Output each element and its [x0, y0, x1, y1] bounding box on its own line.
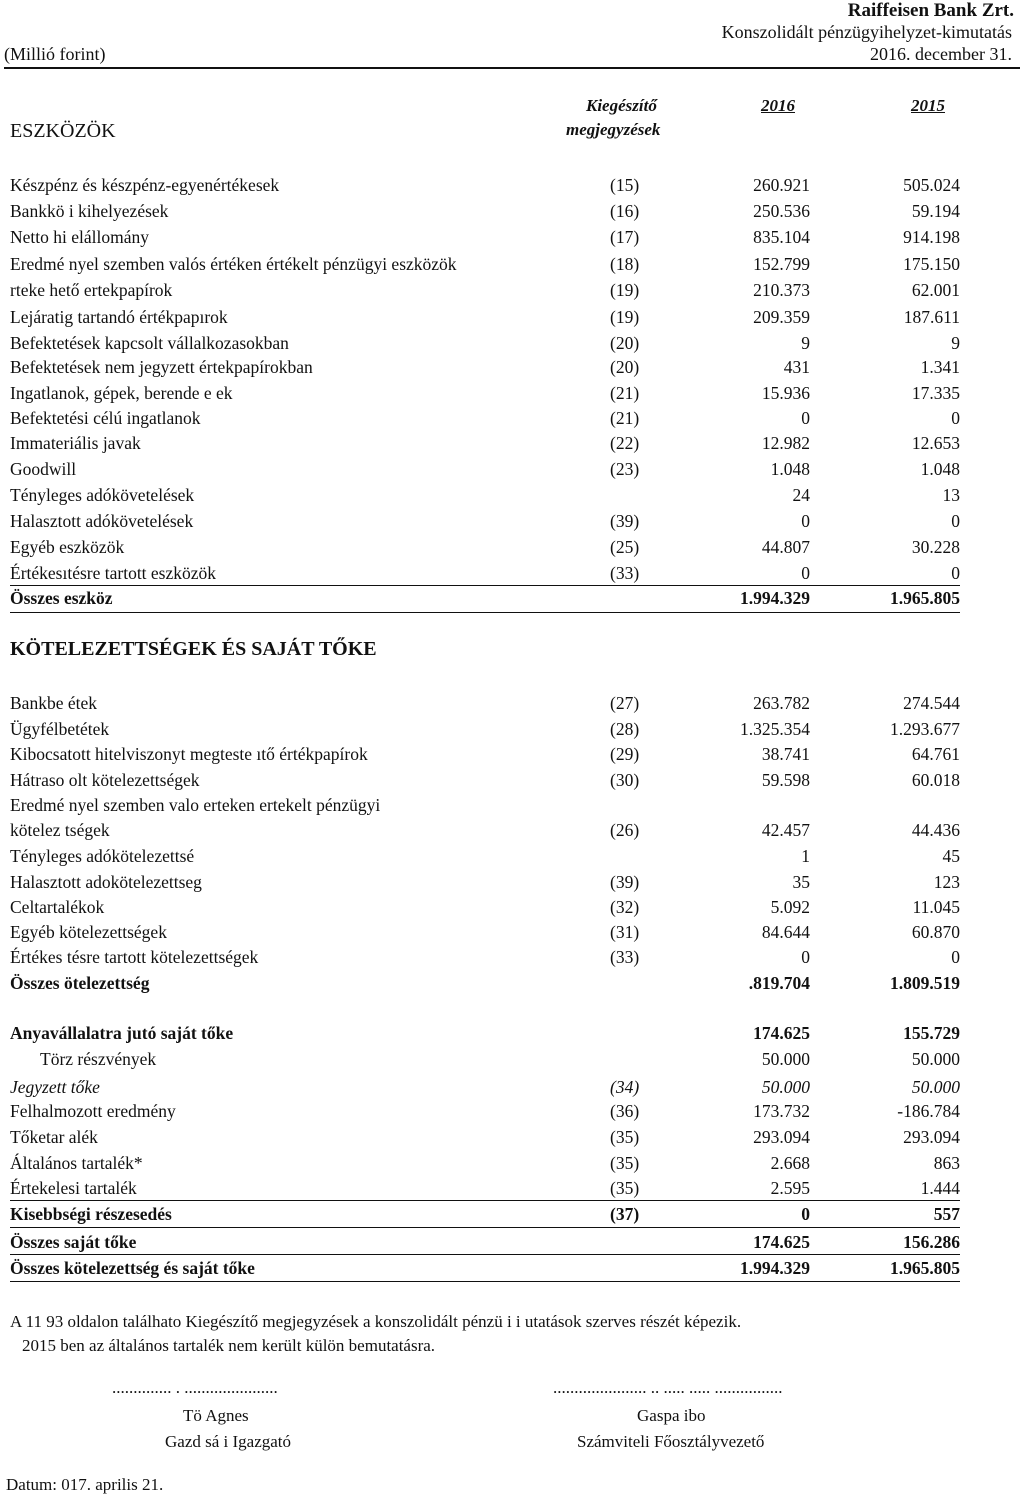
row-value-2016: 42.457 [761, 820, 810, 840]
row-label: Összes ötelezettség [10, 973, 150, 993]
row-label: Bankkö i kihelyezések [10, 201, 169, 221]
row-value-2016: 1.325.354 [740, 719, 810, 739]
row-value-2015: 1.444 [920, 1178, 960, 1198]
row-value-2016: 9 [801, 333, 810, 353]
row-label: Bankbe étek [10, 693, 97, 713]
row-note: (27) [610, 693, 640, 713]
row-value-2015: 0 [951, 408, 960, 428]
row-label: Összes eszköz [10, 588, 113, 608]
row-note: (32) [610, 897, 640, 917]
row-label: Egyéb eszközök [10, 537, 125, 557]
total-rule [10, 585, 960, 586]
row-note: (20) [610, 333, 640, 353]
total-assets-row [10, 588, 960, 614]
row-value-2016: 0 [801, 1204, 810, 1224]
table-row [10, 357, 960, 383]
row-label: Ügyfélbetétek [10, 719, 110, 739]
signature-line-right: ...................... .. ..... ..... ................ [553, 1378, 783, 1397]
row-value-2015: 0 [951, 947, 960, 967]
row-label: Befektetési célú ingatlanok [10, 408, 201, 428]
row-note: (31) [610, 922, 640, 942]
row-value-2016: 0 [801, 511, 810, 531]
row-value-2015: 863 [933, 1153, 960, 1173]
row-value-2015: 59.194 [911, 201, 960, 221]
row-label: Felhalmozott eredmény [10, 1101, 176, 1121]
row-value-2015: 45 [942, 846, 960, 866]
total-underline [10, 612, 960, 613]
row-label: Összes kötelezettség és saját tőke [10, 1258, 255, 1278]
table-row [10, 307, 960, 333]
table-row [10, 280, 960, 306]
row-value-2016: 1 [801, 846, 810, 866]
row-value-2016: 1.994.329 [740, 1258, 810, 1278]
row-value-2015: 50.000 [911, 1049, 960, 1069]
row-value-2016: 24 [792, 485, 810, 505]
row-note: (34) [610, 1077, 640, 1097]
signatory-right-title: Számviteli Főosztályvezető [577, 1432, 765, 1451]
table-row [10, 795, 960, 821]
table-row [10, 1101, 960, 1127]
row-note: (29) [610, 744, 640, 764]
row-note: (35) [610, 1153, 640, 1173]
row-value-2015: 1.965.805 [890, 588, 960, 608]
table-row [10, 511, 960, 537]
row-value-2015: 0 [951, 563, 960, 583]
table-row [10, 693, 960, 719]
row-label: kötelez tségek [10, 820, 110, 840]
row-label: Kisebbségi részesedés [10, 1204, 172, 1224]
row-value-2016: 1.994.329 [740, 588, 810, 608]
row-note: (18) [610, 254, 640, 274]
row-value-2015: 60.870 [911, 922, 960, 942]
row-value-2016: 84.644 [761, 922, 810, 942]
row-value-2016: 12.982 [761, 433, 810, 453]
row-label: rteke hető ertekpapírok [10, 280, 173, 300]
rule [10, 1227, 960, 1228]
row-value-2015: 1.048 [920, 459, 960, 479]
row-value-2015: 1.341 [920, 357, 960, 377]
year-2016-header: 2016 [761, 96, 795, 115]
row-label: Törz részvények [40, 1049, 157, 1069]
date-line: Datum: 017. aprilis 21. [6, 1475, 164, 1494]
row-value-2015: 60.018 [911, 770, 960, 790]
row-value-2016: 174.625 [753, 1232, 810, 1252]
table-row [10, 897, 960, 923]
row-note: (37) [610, 1204, 640, 1224]
row-note: (22) [610, 433, 640, 453]
row-value-2016: 0 [801, 408, 810, 428]
table-row [10, 1127, 960, 1153]
row-note: (17) [610, 227, 640, 247]
row-label: Eredmé nyel szemben valo erteken ertekelt pénzügyi [10, 795, 381, 815]
signature-line-left: .............. . ...................... [112, 1378, 278, 1397]
row-value-2015: 274.544 [903, 693, 960, 713]
row-value-2015: 12.653 [911, 433, 960, 453]
table-row [10, 408, 960, 434]
row-value-2015: 0 [951, 511, 960, 531]
row-value-2015: 44.436 [911, 820, 960, 840]
signatory-right-name: Gaspa ibo [637, 1406, 706, 1425]
table-row [10, 922, 960, 948]
statement-title: Konszolidált pénzügyihelyzet-kimutatás [721, 22, 1012, 42]
year-2015-header: 2015 [911, 96, 945, 115]
liabilities-section-title: KÖTELEZETTSÉGEK ÉS SAJÁT TŐKE [10, 638, 377, 660]
row-note: (20) [610, 357, 640, 377]
row-label: Kibocsatott hitelviszonyt megteste ıtő értékpapírok [10, 744, 368, 764]
header-rule [4, 67, 1020, 69]
table-row [10, 1077, 960, 1103]
row-note: (26) [610, 820, 640, 840]
table-row [10, 1153, 960, 1179]
row-label: Eredmé nyel szemben valós értéken értékelt pénzügyi eszközök [10, 254, 457, 274]
notes-column-header-2: megjegyzések [566, 120, 661, 139]
assets-section-title: ESZKÖZÖK [10, 120, 116, 142]
row-note: (23) [610, 459, 640, 479]
row-label: Halasztott adókövetelések [10, 511, 194, 531]
table-row [10, 201, 960, 227]
row-value-2016: 210.373 [753, 280, 810, 300]
row-value-2016: 173.732 [753, 1101, 810, 1121]
row-value-2016: 152.799 [753, 254, 810, 274]
row-label: Összes saját tőke [10, 1232, 137, 1252]
row-value-2015: 156.286 [903, 1232, 960, 1252]
row-note: (35) [610, 1127, 640, 1147]
row-value-2015: 1.965.805 [890, 1258, 960, 1278]
row-note: (21) [610, 383, 640, 403]
currency-unit: (Millió forint) [4, 44, 106, 64]
row-label: Ingatlanok, gépek, berende e ek [10, 383, 233, 403]
row-value-2016: 260.921 [753, 175, 810, 195]
row-value-2015: -186.784 [897, 1101, 960, 1121]
footnote-2: 2015 ben az általános tartalék nem került külön bemutatásra. [22, 1336, 436, 1355]
row-value-2016: 38.741 [761, 744, 810, 764]
row-value-2016: 1.048 [770, 459, 810, 479]
row-note: (21) [610, 408, 640, 428]
row-value-2015: 505.024 [903, 175, 960, 195]
row-note: (19) [610, 307, 640, 327]
table-row [10, 947, 960, 973]
row-note: (30) [610, 770, 640, 790]
rule [10, 1254, 960, 1255]
row-value-2015: 17.335 [911, 383, 960, 403]
footnote-1: A 11 93 oldalon találhato Kiegészítő megjegyzések a konszolidált pénzü i i utatások szerves részét képezik. [10, 1312, 742, 1331]
row-note: (15) [610, 175, 640, 195]
row-label: Befektetések kapcsolt vállalkozasokban [10, 333, 289, 353]
row-value-2016: 174.625 [753, 1023, 810, 1043]
row-note: (35) [610, 1178, 640, 1198]
row-label: Készpénz és készpénz-egyenértékesek [10, 175, 280, 195]
table-row [10, 744, 960, 770]
row-note: (33) [610, 947, 640, 967]
row-value-2015: 30.228 [911, 537, 960, 557]
row-value-2015: 123 [933, 872, 960, 892]
row-label: Értékes tésre tartott kötelezettségek [10, 947, 259, 967]
row-label: Immateriális javak [10, 433, 141, 453]
row-value-2016: 0 [801, 947, 810, 967]
table-row [10, 227, 960, 253]
row-label: Tényleges adókövetelések [10, 485, 195, 505]
row-value-2016: 44.807 [761, 537, 810, 557]
table-row [10, 1023, 960, 1049]
row-label: Egyéb kötelezettségek [10, 922, 167, 942]
row-label: Celtartalékok [10, 897, 105, 917]
table-row [10, 333, 960, 359]
table-row [10, 872, 960, 898]
row-label: Anyavállalatra jutó saját tőke [10, 1023, 234, 1043]
table-row [10, 459, 960, 485]
table-row [10, 846, 960, 872]
row-value-2016: 2.595 [770, 1178, 810, 1198]
row-value-2016: 209.359 [753, 307, 810, 327]
row-value-2015: 557 [933, 1204, 960, 1224]
row-value-2015: 155.729 [903, 1023, 960, 1043]
table-row [10, 433, 960, 459]
row-value-2016: 50.000 [761, 1077, 810, 1097]
row-value-2015: 62.001 [911, 280, 960, 300]
row-value-2015: 187.611 [903, 307, 960, 327]
row-value-2016: 15.936 [761, 383, 810, 403]
row-value-2016: 2.668 [770, 1153, 810, 1173]
row-value-2015: 11.045 [912, 897, 960, 917]
row-value-2015: 13 [942, 485, 960, 505]
row-note: (39) [610, 511, 640, 531]
rule [10, 1200, 960, 1201]
notes-column-header-1: Kiegészítő [586, 96, 657, 115]
row-note: (16) [610, 201, 640, 221]
row-note: (39) [610, 872, 640, 892]
row-label: Tényleges adókötelezettsé [10, 846, 195, 866]
row-value-2016: 250.536 [753, 201, 810, 221]
row-value-2015: 64.761 [911, 744, 960, 764]
row-value-2016: 35 [792, 872, 810, 892]
row-value-2016: 835.104 [753, 227, 810, 247]
row-value-2015: 293.094 [903, 1127, 960, 1147]
signatory-left-name: Tö Agnes [183, 1406, 249, 1425]
bank-name: Raiffeisen Bank Zrt. [847, 0, 1014, 21]
row-label: Általános tartalék* [10, 1153, 143, 1173]
table-row [10, 770, 960, 796]
row-value-2016: 431 [783, 357, 810, 377]
row-label: Értékesıtésre tartott eszközök [10, 563, 217, 583]
row-value-2016: 0 [801, 563, 810, 583]
row-label: Netto hi elállomány [10, 227, 149, 247]
row-value-2016: 59.598 [761, 770, 810, 790]
row-note: (33) [610, 563, 640, 583]
row-label: Halasztott adokötelezettseg [10, 872, 202, 892]
row-label: Tőketar alék [10, 1127, 98, 1147]
row-label: Hátraso olt kötelezettségek [10, 770, 200, 790]
row-value-2015: 1.293.677 [890, 719, 960, 739]
table-row [10, 1049, 960, 1075]
row-value-2016: 293.094 [753, 1127, 810, 1147]
row-value-2015: 9 [951, 333, 960, 353]
total-liabilities-row [10, 973, 960, 999]
row-value-2015: 1.809.519 [890, 973, 960, 993]
final-underline [10, 1281, 960, 1282]
statement-date: 2016. december 31. [870, 44, 1012, 64]
table-row [10, 537, 960, 563]
table-row [10, 383, 960, 409]
table-row [10, 719, 960, 745]
row-label: Értekelesi tartalék [10, 1178, 137, 1198]
row-value-2016: 5.092 [770, 897, 810, 917]
signatory-left-title: Gazd sá i Igazgató [165, 1432, 292, 1451]
row-value-2016: 263.782 [753, 693, 810, 713]
row-note: (36) [610, 1101, 640, 1121]
row-value-2015: 914.198 [903, 227, 960, 247]
table-row [10, 175, 960, 201]
table-row [10, 485, 960, 511]
row-value-2016: .819.704 [748, 973, 810, 993]
table-row [10, 820, 960, 846]
row-label: Lejáratig tartandó értékpapırok [10, 307, 228, 327]
row-note: (28) [610, 719, 640, 739]
table-row [10, 254, 960, 280]
row-label: Befektetések nem jegyzett értekpapírokban [10, 357, 313, 377]
row-value-2016: 50.000 [761, 1049, 810, 1069]
row-note: (25) [610, 537, 640, 557]
row-label: Goodwill [10, 459, 77, 479]
row-note: (19) [610, 280, 640, 300]
row-value-2015: 50.000 [911, 1077, 960, 1097]
row-label: Jegyzett tőke [10, 1077, 100, 1097]
row-value-2015: 175.150 [903, 254, 960, 274]
